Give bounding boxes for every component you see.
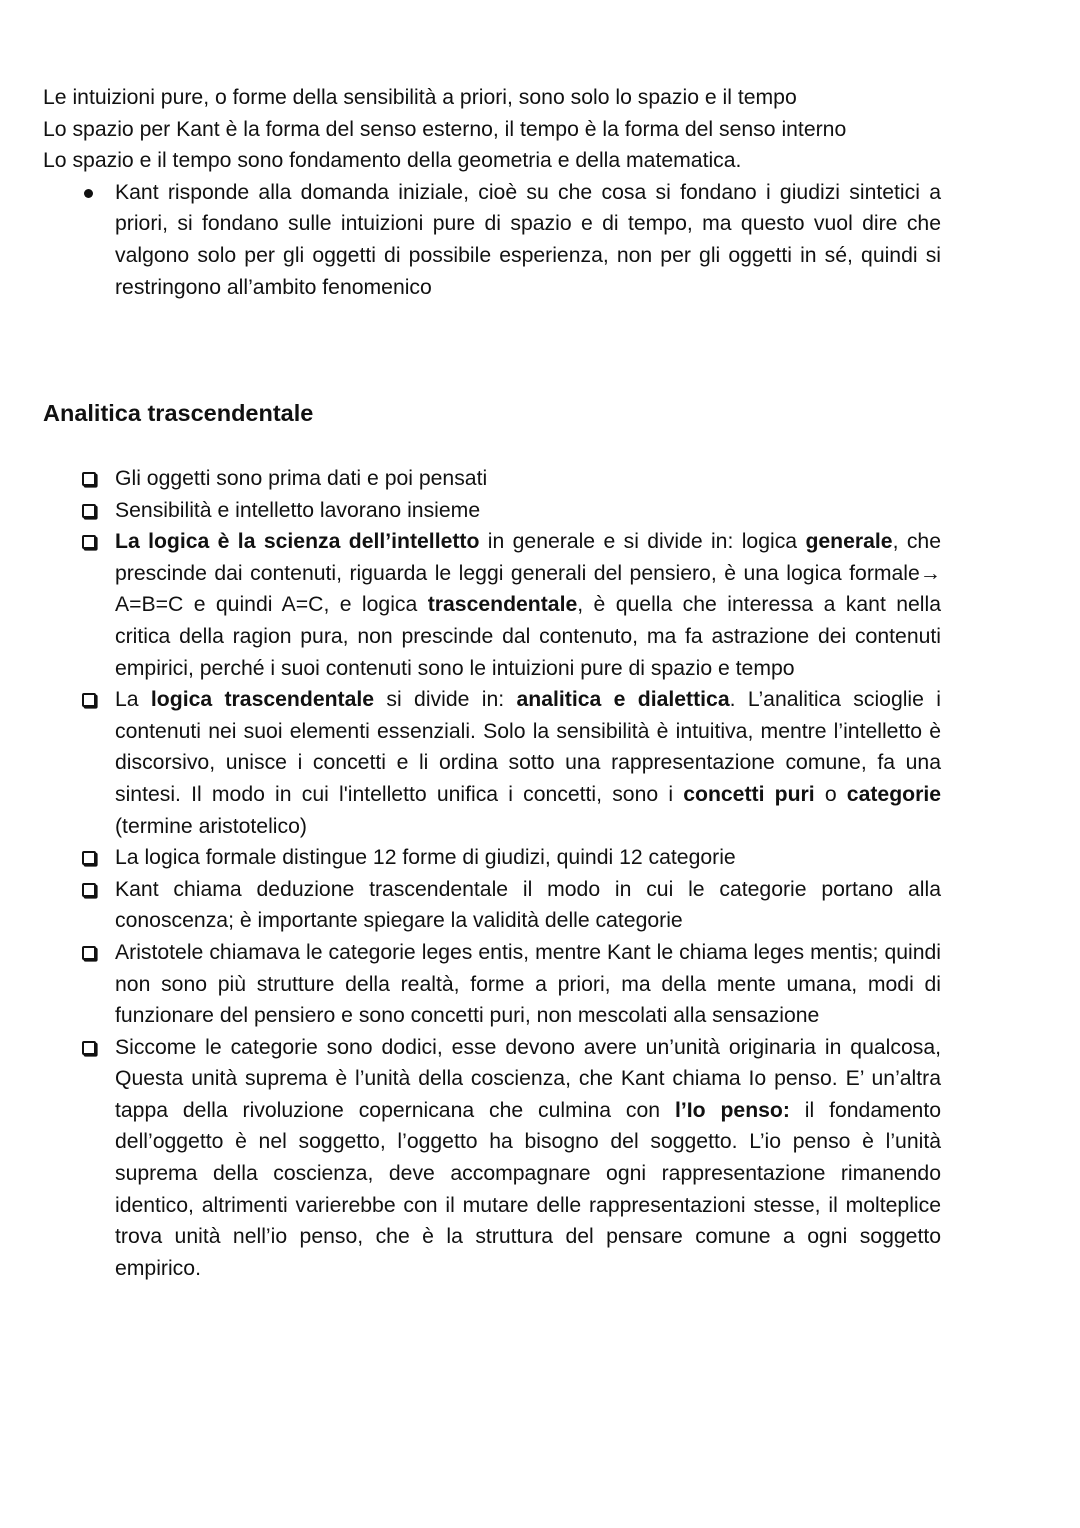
checkbox-list — [43, 463, 941, 1284]
list-item-text: (termine aristotelico) — [115, 814, 307, 838]
checkbox-icon — [82, 946, 96, 960]
bold-text: logica trascendentale — [150, 688, 375, 712]
list-item — [43, 1032, 941, 1285]
bold-text: categorie — [846, 782, 942, 806]
bullet-item — [43, 177, 941, 303]
checkbox-icon — [82, 1041, 96, 1055]
intro-line-3: Lo spazio e il tempo sono fondamento della geometria e della matematica. — [43, 149, 742, 173]
checkbox-icon — [82, 693, 96, 707]
list-item-text: , è quella che interessa a kant nella critica della ragion pura, non prescinde dal contenuto, ma fa astrazione dei contenuti empirici, perché i suoi contenuti sono le intuizioni pure di spazio e tempo — [115, 593, 941, 680]
bold-text: trascendentale — [427, 593, 578, 617]
list-item-text: La — [115, 688, 151, 712]
list-item-text: Gli oggetti sono prima dati e poi pensati — [115, 467, 488, 490]
list-item-text: in generale e si divide in: logica — [479, 530, 806, 554]
list-item-text: Sensibilità e intelletto lavorano insieme — [115, 498, 481, 522]
intro-line-1: Le intuizioni pure, o forme della sensibilità a priori, sono solo lo spazio e il tempo — [43, 86, 797, 109]
list-item-text: , che prescinde dai contenuti, riguarda le leggi generali del pensiero, è una logica formale→ A=B=C e quindi A=C, e logica — [115, 530, 941, 617]
intro-line-2: Lo spazio per Kant è la forma del senso esterno, il tempo è la forma del senso interno — [43, 117, 847, 141]
checkbox-icon — [82, 851, 96, 865]
list-item — [43, 463, 941, 495]
bold-text: l’Io penso: — [674, 1098, 790, 1122]
bold-text: La logica è la scienza dell’intelletto — [115, 530, 480, 554]
checkbox-icon — [82, 504, 96, 518]
list-item-text: Aristotele chiamava le categorie leges entis, mentre Kant le chiama leges mentis; quindi non sono più strutture della realtà, forme a priori, ma della mente umana, modi di funzionare del pensiero e sono concetti puri, non mescolati alla sensazione — [115, 940, 941, 1028]
list-item — [43, 937, 941, 1032]
checkbox-icon — [82, 472, 96, 486]
list-item-text: si divide in: — [374, 688, 517, 712]
list-item-text: La logica formale distingue 12 forme di giudizi, quindi 12 categorie — [115, 846, 736, 870]
bold-text: generale — [805, 530, 893, 554]
list-item — [43, 684, 941, 842]
list-item-text: Kant chiama deduzione trascendentale il modo in cui le categorie portano alla conoscenza; è importante spiegare la validità delle categorie — [115, 877, 941, 933]
document-page — [43, 82, 942, 1280]
list-item — [43, 874, 941, 937]
list-item-text: . L’analitica scioglie i contenuti nei suoi elementi essenziali. Solo la sensibilità è intuitiva, mentre l’intelletto è discorsivo, unisce i concetti e li ordina sotto una rappresentazione comune, fa una sintesi. Il modo in cui l'intelletto unifica i concetti, sono i — [115, 688, 941, 806]
section-title: Analitica trascendentale — [43, 400, 314, 426]
bold-text: analitica e dialettica — [516, 688, 730, 712]
list-item — [43, 842, 941, 874]
list-item-text: o — [814, 782, 847, 806]
list-item-text: il fondamento dell’oggetto è nel soggetto, l’oggetto ha bisogno del soggetto. L’io penso è l’unità suprema della coscienza, deve accompagnare ogni rappresentazione rimanendo identico, altrimenti varierebbe con il mutare delle rappresentazioni stesse, il molteplice trova unità nell’io penso, che è la struttura del pensare comune a ogni soggetto empirico. — [115, 1098, 941, 1280]
checkbox-icon — [82, 535, 96, 549]
list-item — [43, 495, 941, 527]
bullet-list — [43, 177, 941, 303]
checkbox-icon — [82, 883, 96, 897]
list-item-text: Siccome le categorie sono dodici, esse devono avere un’unità originaria in qualcosa, Questa unità suprema è l’unità della coscienza, che Kant chiama Io penso. E’ un’altra tappa della rivoluzione copernicana che culmina con — [115, 1035, 941, 1122]
list-item — [43, 526, 941, 684]
bullet-text: Kant risponde alla domanda iniziale, cioè su che cosa si fondano i giudizi sintetici a priori, si fondano sulle intuizioni pure di spazio e di tempo, ma questo vuol dire che valgono solo per gli oggetti di possibile esperienza, non per gli oggetti in sé, quindi si restringono all’ambito fenomenico — [115, 180, 941, 299]
bold-text: concetti puri — [683, 782, 815, 806]
bullet-dot-icon — [84, 189, 93, 198]
